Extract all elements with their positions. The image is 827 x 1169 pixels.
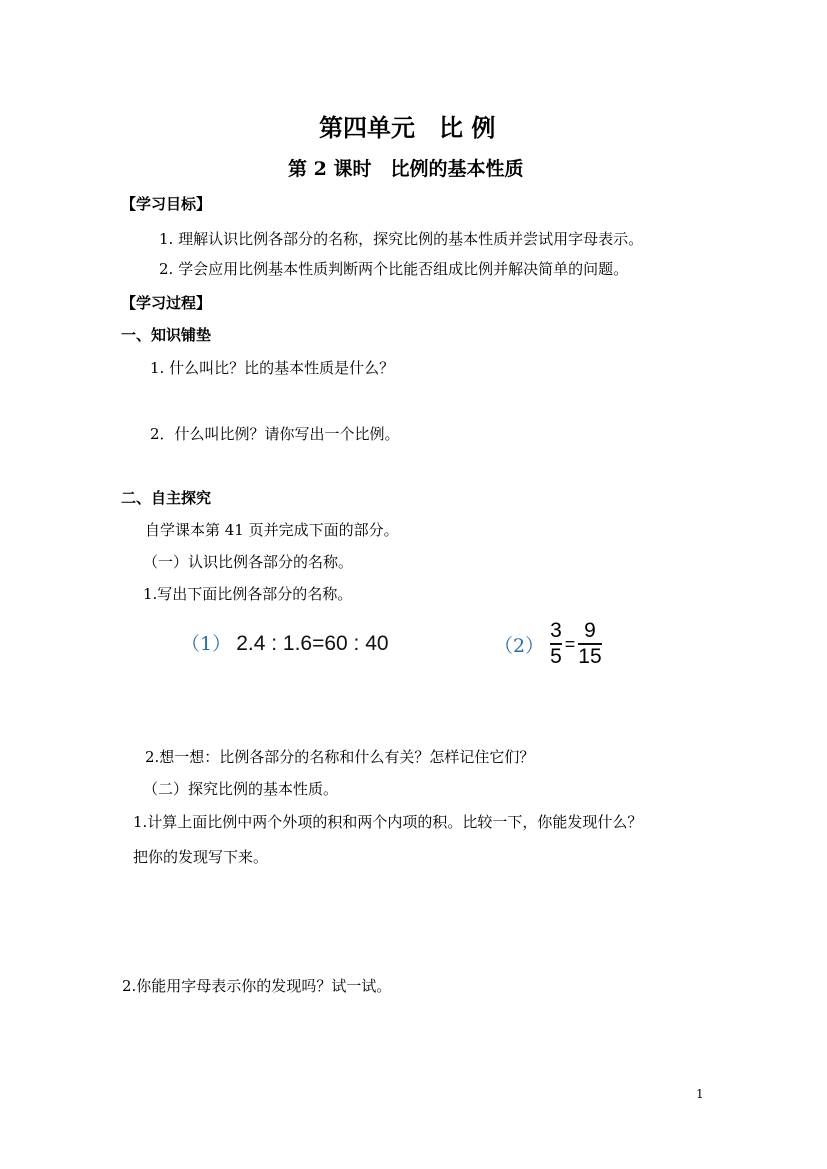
task1-text: 1.写出下面比例各部分的名称。 [143, 585, 353, 603]
example-1 [181, 629, 389, 656]
fraction-right-numerator: 9 [584, 619, 596, 642]
think-question: 2.想一想：比例各部分的名称和什么有关？怎样记住它们？ [145, 748, 535, 766]
example-1-label: （1） [181, 633, 232, 655]
fraction-right [578, 620, 601, 668]
task2-line-1: 1.计算上面比例中两个外项的积和两个内项的积。比较一下，你能发现什么？ [133, 813, 643, 831]
task3-text: 2.你能用字母表示你的发现吗？试一试。 [122, 977, 392, 995]
objective-item-2: 2. 学会应用比例基本性质判断两个比能否组成比例并解决简单的问题。 [159, 260, 629, 278]
section2-intro: 自学课本第 41 页并完成下面的部分。 [145, 521, 399, 539]
part1-title: （一）认识比例各部分的名称。 [143, 553, 354, 571]
example-2-label: （2） [494, 634, 545, 657]
lesson-title: 第 2 课时 比例的基本性质 [288, 158, 524, 180]
part2-title: （二）探究比例的基本性质。 [143, 780, 339, 798]
page-number: 1 [696, 1087, 704, 1101]
process-heading: 【学习过程】 [121, 294, 212, 312]
objectives-heading: 【学习目标】 [121, 195, 212, 213]
example-1-expression: 2.4 : 1.6=60 : 40 [236, 632, 389, 655]
fraction-left-numerator: 3 [550, 619, 562, 642]
fraction-right-denominator: 15 [578, 645, 602, 668]
example-2 [494, 620, 602, 668]
fraction-left [550, 620, 562, 668]
fraction-left-denominator: 5 [550, 645, 562, 668]
unit-title: 第四单元 比 例 [319, 113, 496, 142]
section1-heading: 一、知识铺垫 [121, 326, 212, 344]
objective-item-1: 1. 理解认识比例各部分的名称，探究比例的基本性质并尝试用字母表示。 [159, 230, 644, 248]
equals-sign: = [564, 633, 576, 654]
section1-question-2: 2．什么叫比例？请你写出一个比例。 [150, 425, 400, 443]
section1-question-1: 1. 什么叫比？比的基本性质是什么？ [150, 359, 395, 377]
section2-heading: 二、自主探究 [121, 489, 212, 507]
task2-line-2: 把你的发现写下来。 [133, 848, 269, 866]
